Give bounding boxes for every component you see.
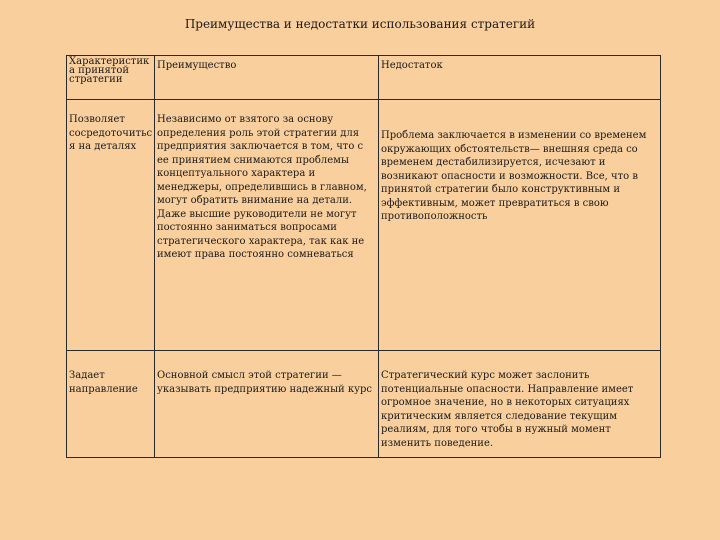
header-advantage: Преимущество bbox=[155, 56, 379, 100]
page-title: Преимущества и недостатки использования стратегий bbox=[184, 17, 536, 31]
cell-disadvantage: Стратегический курс может заслонить потенциальные опасности. Направление имеет огромное значение, но в некоторых ситуациях критическим является следование текущим реалиям, для того чтобы в нужный момент изменить поведение. bbox=[379, 351, 661, 458]
table-row bbox=[67, 100, 661, 351]
cell-disadvantage: Проблема заключается в изменении со временем окружающих обстоятельств— внешняя среда со временем дестабилизируется, исчезают и возникают опасности и возможности. Все, что в принятой стратегии было конструктивным и эффективным, может превратиться в свою противоположность bbox=[379, 100, 661, 351]
cell-characteristic: Задает направление bbox=[67, 351, 155, 458]
cell-characteristic: Позволяет сосредоточиться на деталях bbox=[67, 100, 155, 351]
strategy-table bbox=[66, 55, 661, 458]
cell-advantage: Независимо от взятого за основу определения роль этой стратегии для предприятия заключается в том, что с ее принятием снимаются проблемы концептуального характера и менеджеры, определившись в главном, могут обратить внимание на детали. Даже высшие руководители не могут постоянно заниматься вопросами стратегического характера, так как не имеют права постоянно сомневаться bbox=[155, 100, 379, 351]
table-header-row bbox=[67, 56, 661, 100]
header-disadvantage: Недостаток bbox=[379, 56, 661, 100]
cell-advantage: Основной смысл этой стратегии — указывать предприятию надежный курс bbox=[155, 351, 379, 458]
table-row bbox=[67, 351, 661, 458]
header-characteristic: Характеристика принятой стратегии bbox=[67, 56, 155, 100]
